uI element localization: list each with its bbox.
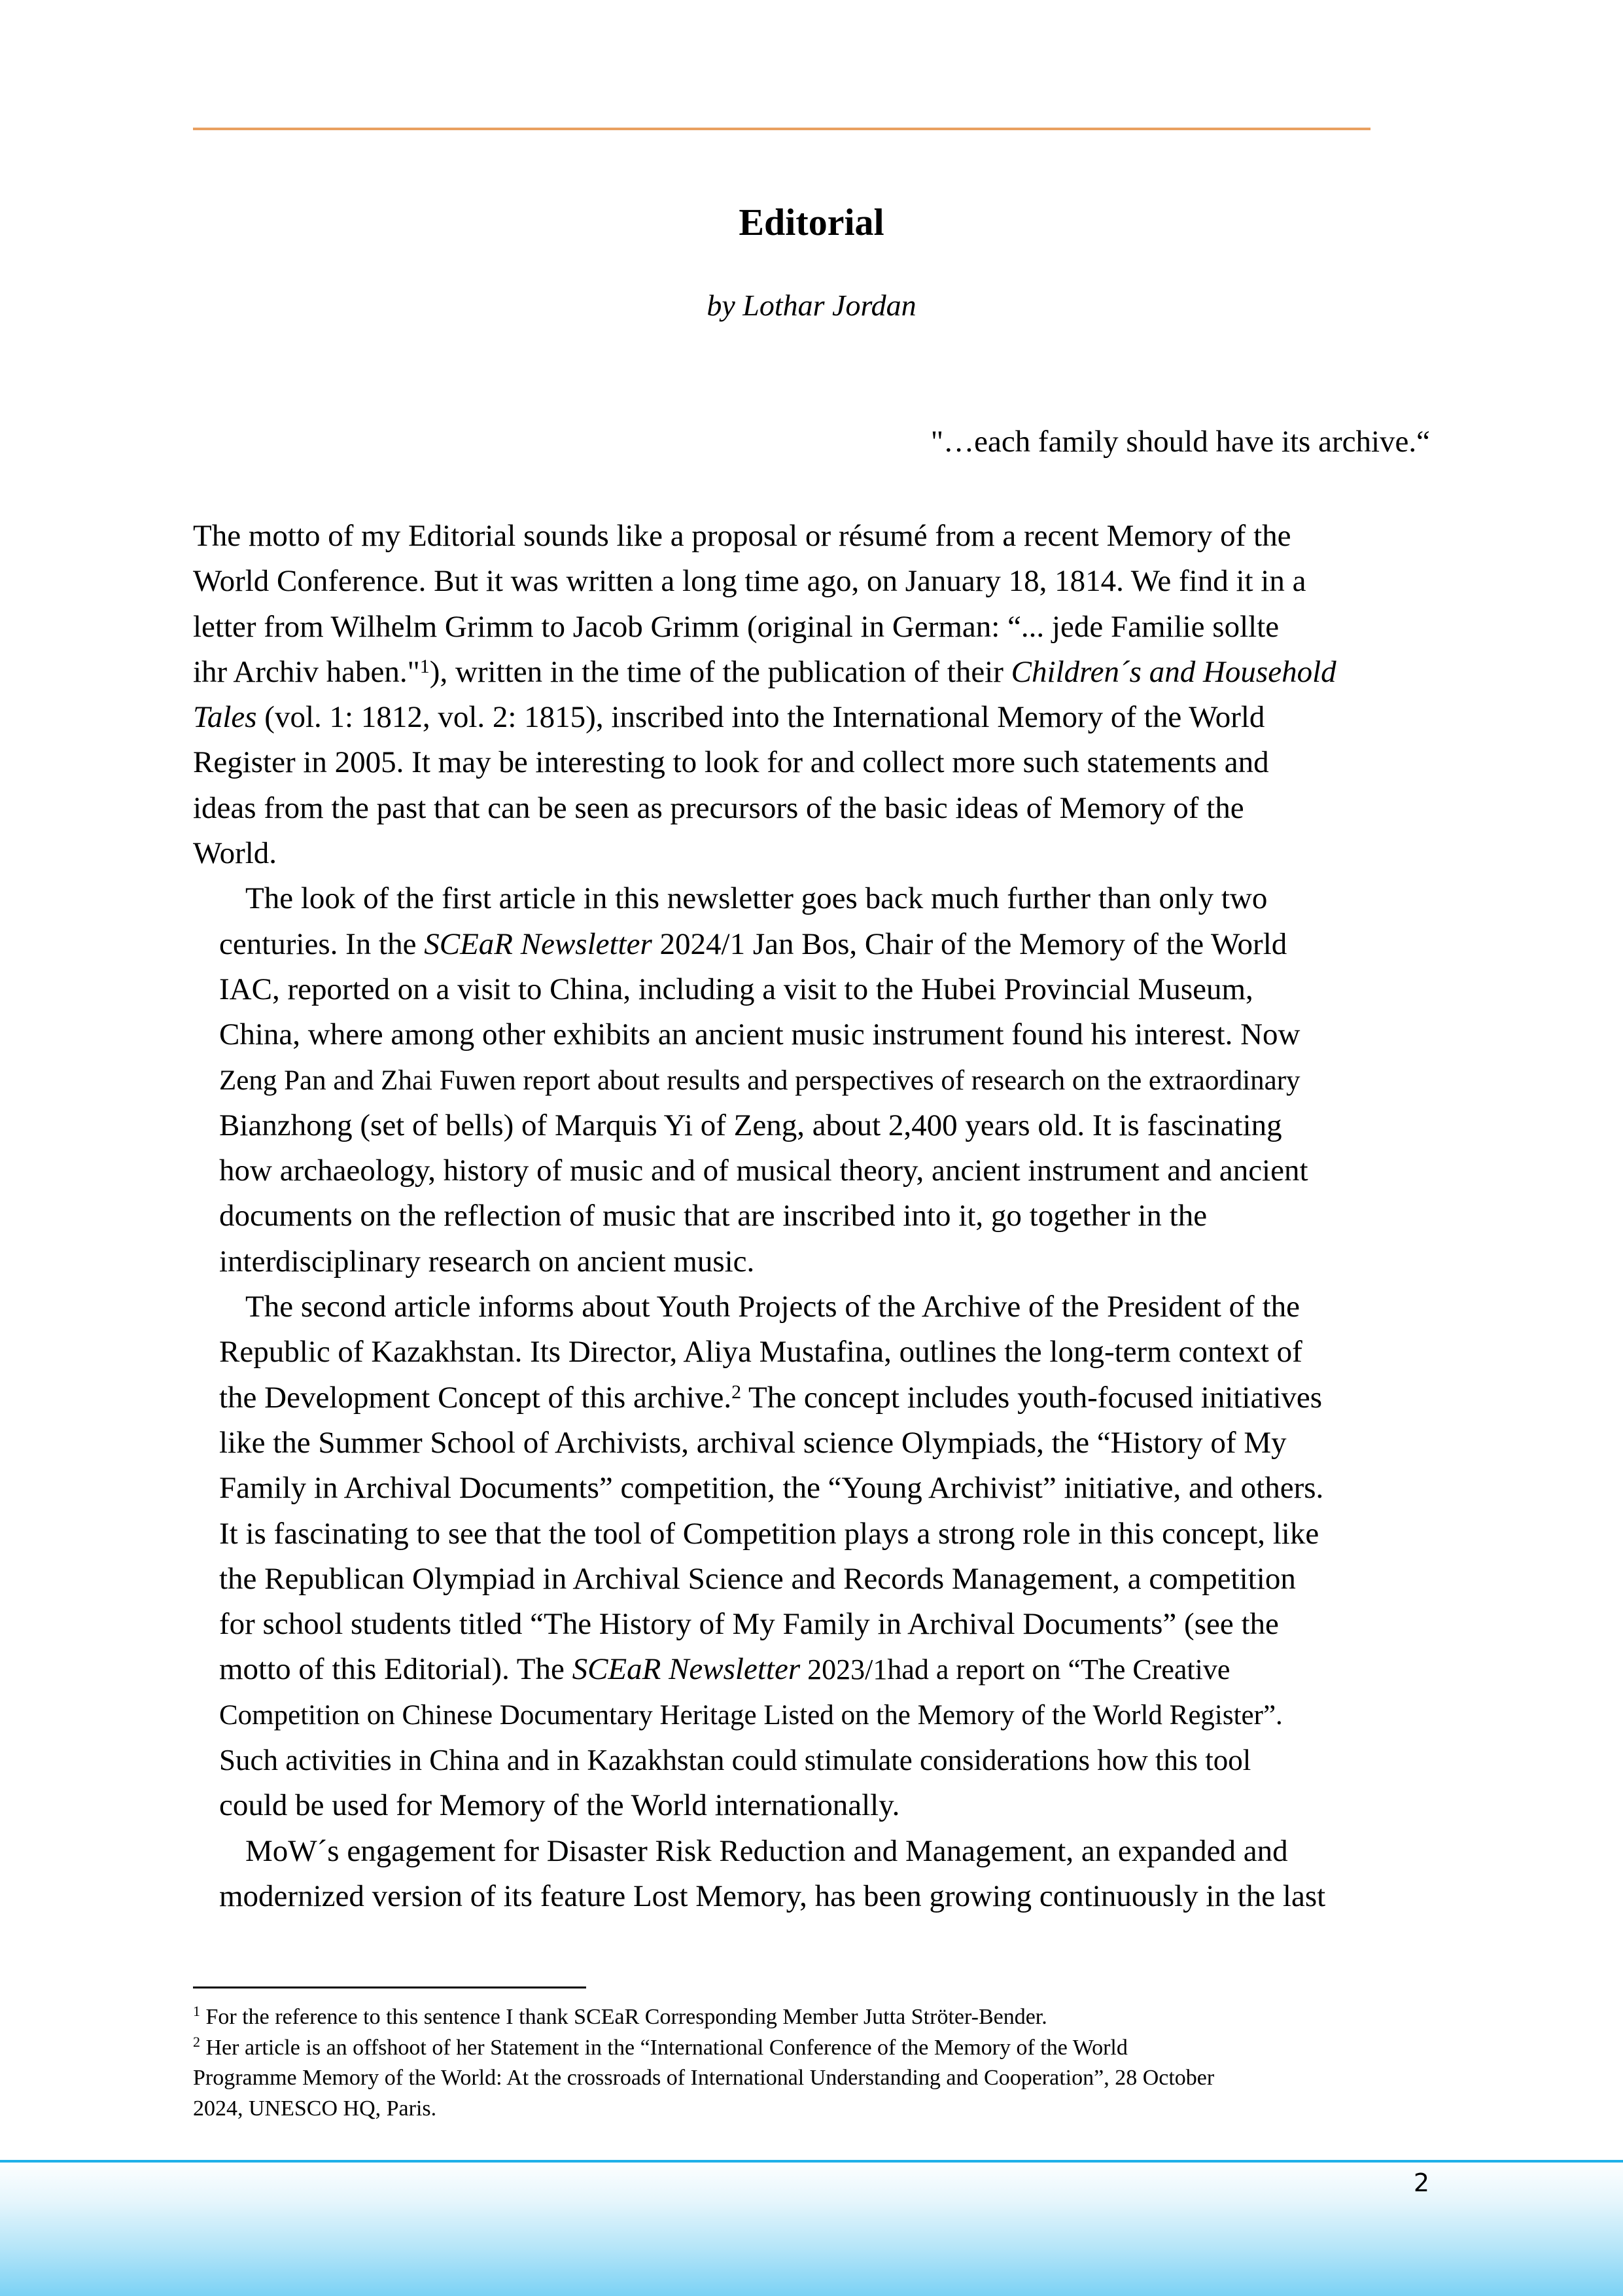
footnote-ref-1[interactable]: 1: [419, 655, 430, 677]
text-line: [193, 650, 1429, 695]
newsletter-title: SCEaR Newsletter: [572, 1652, 801, 1687]
text-line: for school students titled “The History of My Family in Archival Documents” (see the: [219, 1607, 1279, 1642]
text-line: ideas from the past that can be seen as precursors of the basic ideas of Memory of the: [193, 790, 1244, 825]
text-line: Bianzhong (set of bells) of Marquis Yi of Zeng, about 2,400 years old. It is fascinating: [219, 1108, 1282, 1142]
text-line: Register in 2005. It may be interesting to look for and collect more such statements and: [193, 745, 1269, 780]
text-span: 2024/1 Jan Bos, Chair of the Memory of the World: [652, 927, 1287, 961]
footer-band: [0, 2160, 1623, 2296]
text-line: how archaeology, history of music and of musical theory, ancient instrument and ancient: [219, 1154, 1308, 1188]
footnote-2-continued: 2024, UNESCO HQ, Paris.: [193, 2096, 437, 2121]
text-line: IAC, reported on a visit to China, including a visit to the Hubei Provincial Museum,: [219, 972, 1253, 1006]
text-line: It is fascinating to see that the tool of Competition plays a strong role in this concept, like: [219, 1516, 1319, 1551]
text-line: documents on the reflection of music that are inscribed into it, go together in the: [219, 1199, 1208, 1233]
text-span: motto of this Editorial). The: [219, 1652, 572, 1687]
page-number: 2: [1413, 2168, 1430, 2197]
header-rule: [193, 128, 1370, 130]
book-title: Children´s and Household: [1011, 654, 1336, 689]
paragraph-3: [193, 1284, 1429, 1829]
text-line: MoW´s engagement for Disaster Risk Reduction and Management, an expanded and: [245, 1833, 1288, 1868]
text-line: like the Summer School of Archivists, archival science Olympiads, the “History of My: [219, 1425, 1287, 1460]
page-title: Editorial: [739, 201, 884, 243]
text-line: The second article informs about Youth Projects of the Archive of the President of the: [245, 1290, 1300, 1324]
text-line: interdisciplinary research on ancient music.: [219, 1244, 755, 1279]
text-line: Such activities in China and in Kazakhstan could stimulate considerations how this tool: [219, 1744, 1251, 1777]
footnote-2: [193, 2033, 1436, 2064]
footnotes: [193, 2002, 1436, 2124]
article-body: [193, 514, 1429, 1919]
text-line: The look of the first article in this newsletter goes back much further than only two: [245, 881, 1268, 916]
footnote-number: 1: [193, 2003, 200, 2019]
text-span: centuries. In the: [219, 927, 425, 961]
text-line: Zeng Pan and Zhai Fuwen report about results and perspectives of research on the extraordinary: [219, 1065, 1300, 1096]
newsletter-title: SCEaR Newsletter: [424, 927, 652, 961]
text-line: World Conference. But it was written a long time ago, on January 18, 1814. We find it in a: [193, 564, 1306, 599]
footnote-2-continued: Programme Memory of the World: At the crossroads of International Understanding and Cooperation”, 28 October: [193, 2066, 1215, 2090]
text-line: Republic of Kazakhstan. Its Director, Aliya Mustafina, outlines the long-term context of: [219, 1335, 1302, 1369]
text-span: (vol. 1: 1812, vol. 2: 1815), inscribed into the International Memory of the World: [256, 700, 1265, 735]
paragraph-1: [193, 514, 1429, 876]
text-span: the Development Concept of this archive.: [219, 1380, 732, 1415]
text-line: modernized version of its feature Lost Memory, has been growing continuously in the last: [219, 1879, 1326, 1913]
book-title: Tales: [193, 700, 257, 735]
footnote-separator: [193, 1987, 586, 1988]
motto-quote: "…each family should have its archive.“: [930, 425, 1430, 459]
text-line: Family in Archival Documents” competition, the “Young Archivist” initiative, and others.: [219, 1471, 1324, 1506]
footnote-1: [193, 2002, 1436, 2033]
text-span: 2023/1had a report on “The Creative: [800, 1653, 1230, 1686]
byline: by Lothar Jordan: [707, 289, 916, 322]
text-line: Competition on Chinese Documentary Heritage Listed on the Memory of the World Register”.: [219, 1699, 1283, 1731]
text-line: [193, 922, 1429, 967]
paragraph-4: [193, 1829, 1429, 1920]
text-line: letter from Wilhelm Grimm to Jacob Grimm (original in German: “... jede Familie sollte: [193, 609, 1280, 644]
footnote-text: For the reference to this sentence I thank SCEaR Corresponding Member Jutta Ströter-Bender.: [200, 2005, 1047, 2029]
text-span: The concept includes youth-focused initiatives: [741, 1380, 1323, 1415]
text-span: ihr Archiv haben.": [193, 654, 420, 689]
footnote-text: Her article is an offshoot of her Statement in the “International Conference of the Memory of the World: [200, 2035, 1128, 2060]
text-line: [193, 1647, 1429, 1692]
footnote-number: 2: [193, 2033, 200, 2050]
footer-rule: [0, 2160, 1623, 2163]
text-line: World.: [193, 836, 277, 871]
text-line: The motto of my Editorial sounds like a proposal or résumé from a recent Memory of the: [193, 519, 1291, 553]
text-line: China, where among other exhibits an ancient music instrument found his interest. Now: [219, 1017, 1300, 1052]
text-span: ), written in the time of the publication of their: [429, 654, 1011, 689]
text-line: [193, 695, 1429, 740]
text-line: could be used for Memory of the World internationally.: [219, 1788, 900, 1823]
text-line: the Republican Olympiad in Archival Science and Records Management, a competition: [219, 1561, 1296, 1596]
footnote-ref-2[interactable]: 2: [731, 1381, 742, 1403]
text-line: [193, 1375, 1429, 1421]
paragraph-2: [193, 876, 1429, 1284]
